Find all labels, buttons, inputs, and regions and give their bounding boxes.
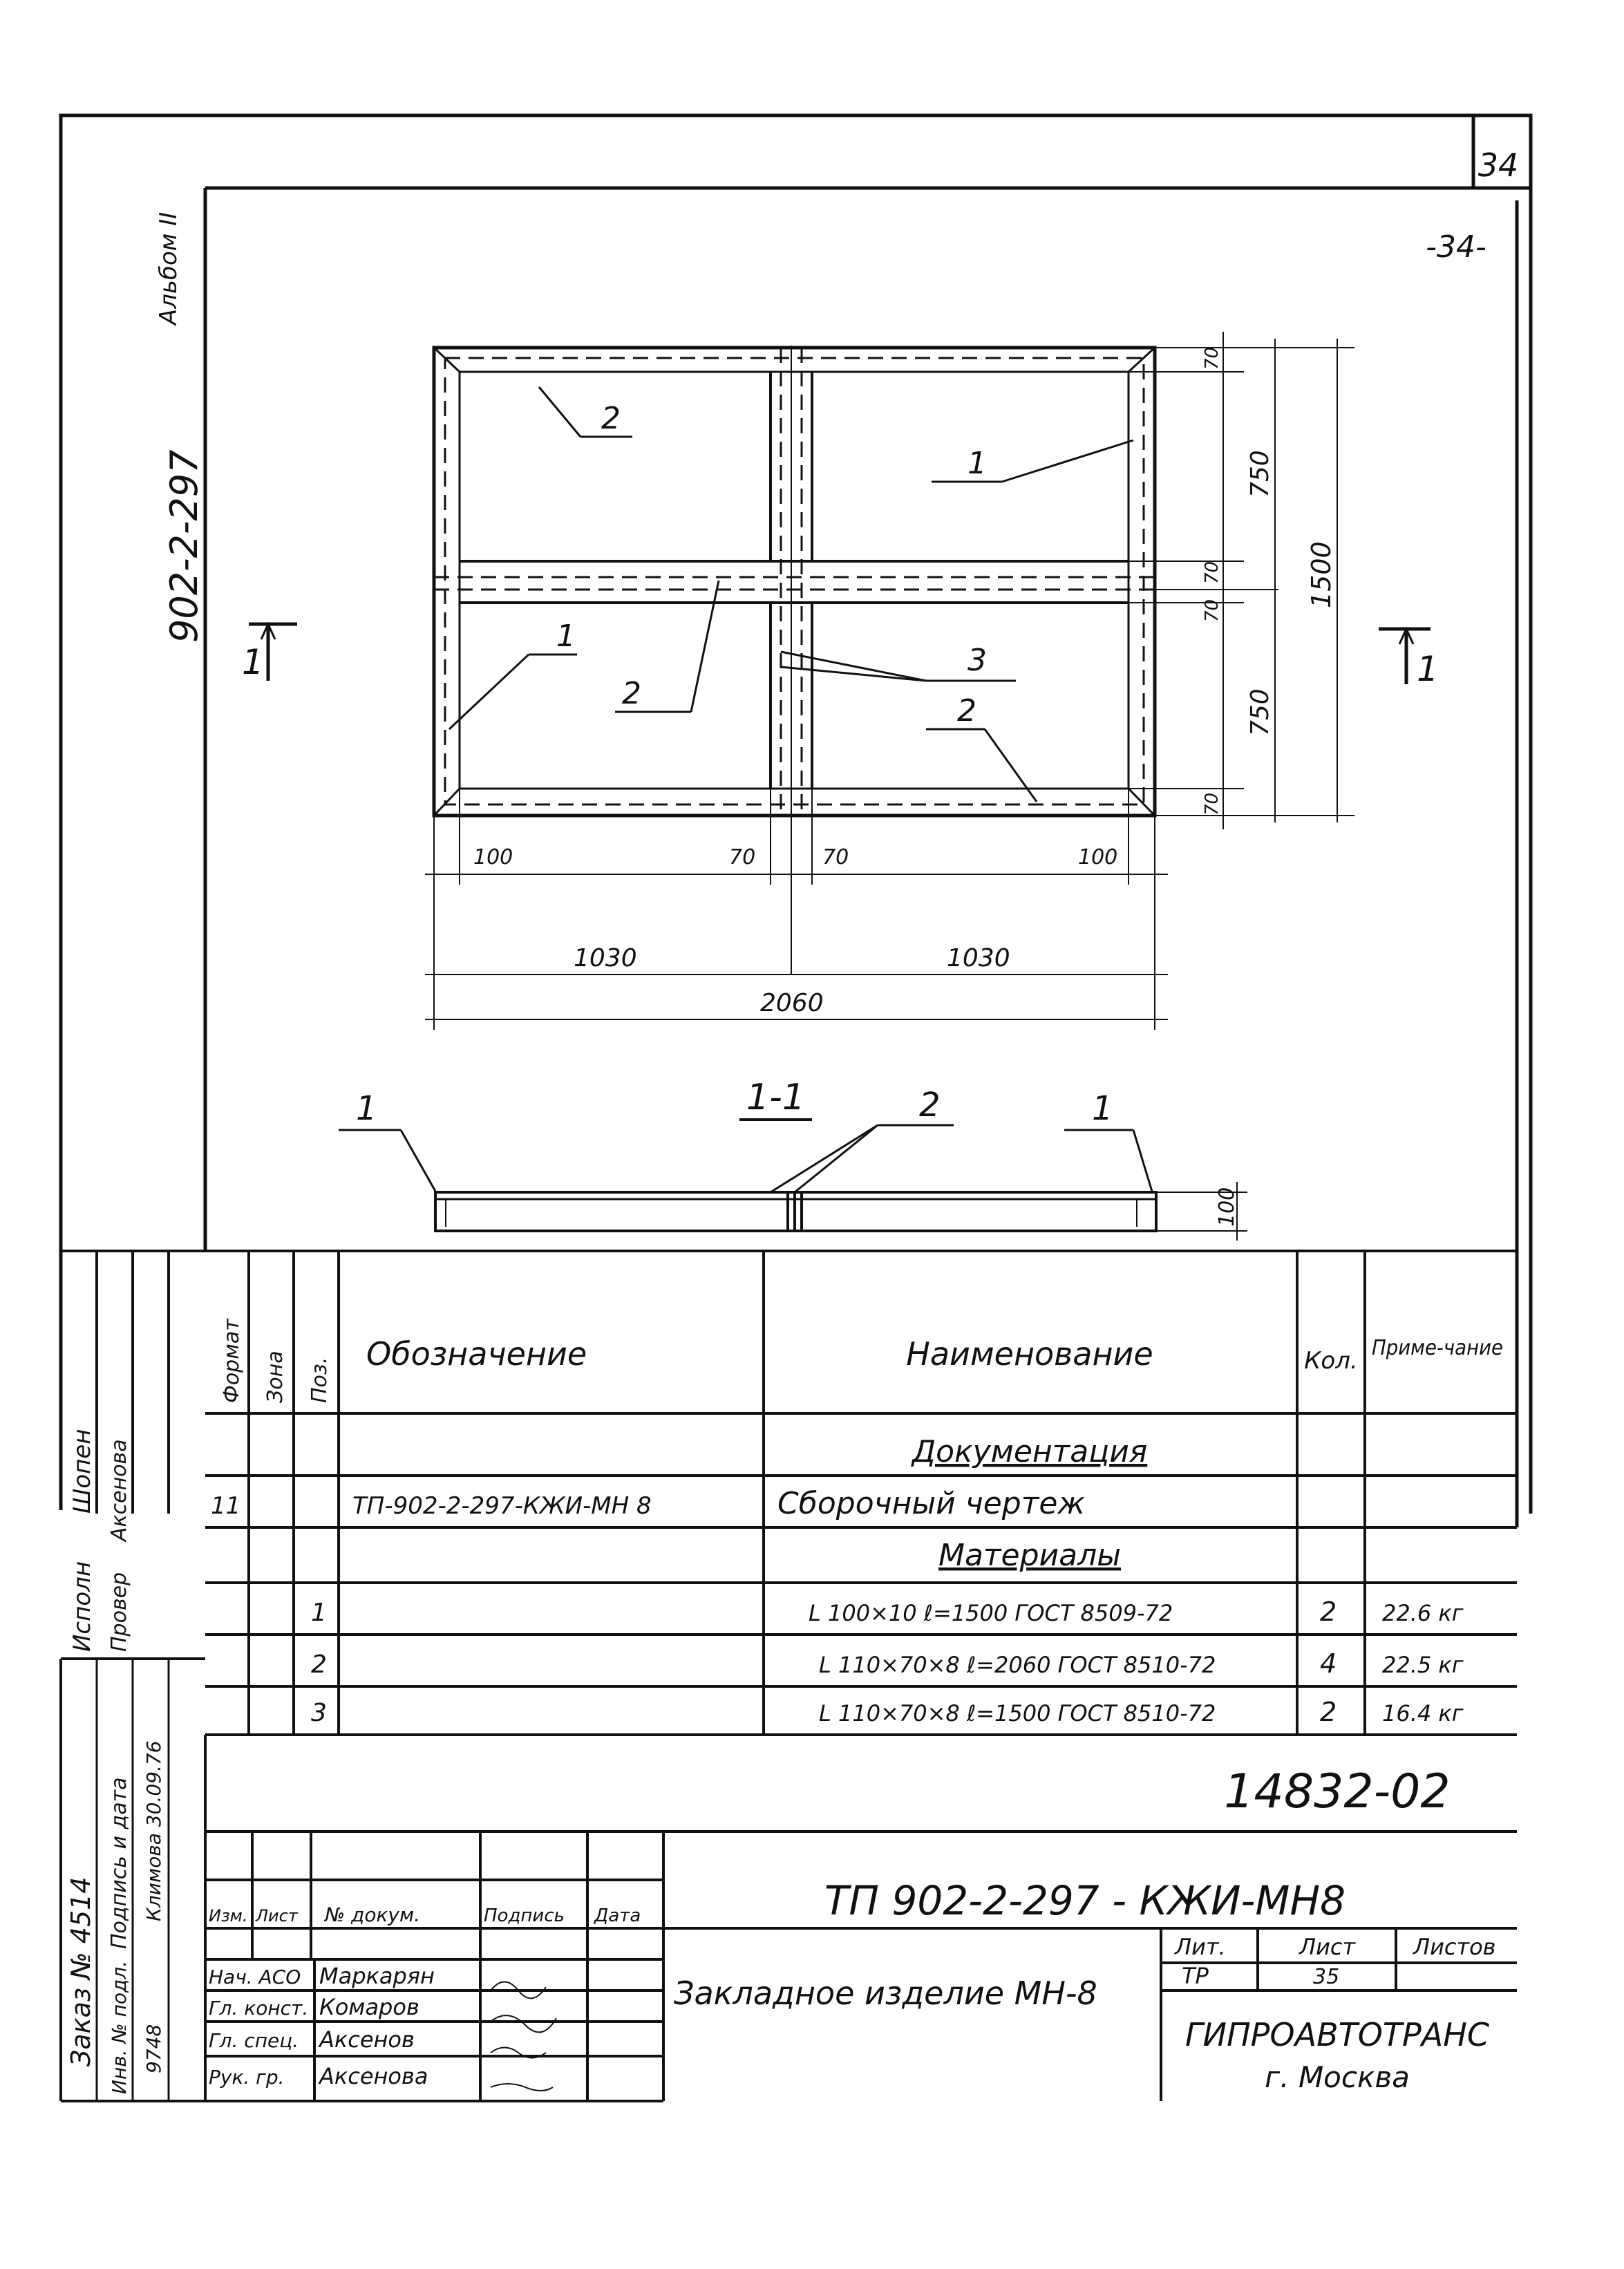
side-sign-label: Подпись и дата (107, 1777, 131, 1949)
staff-name-4: Аксенова (319, 2063, 428, 2089)
spec-header-designation: Обозначение (366, 1335, 587, 1373)
plan-dashed-lines (434, 348, 1155, 816)
side-stamp-name-1: Шопен (68, 1429, 96, 1514)
sheet-value: 35 (1313, 1965, 1340, 1989)
section-mark-left-label: 1 (242, 642, 264, 682)
plan-dim-bottom-2: 70 (729, 845, 756, 869)
spec-row-4-name: L 100×10 ℓ=1500 ГОСТ 8509-72 (809, 1600, 1173, 1626)
side-inv-number: 9748 (142, 2024, 165, 2073)
drawing-number: 14832-02 (1224, 1764, 1451, 1819)
spec-row-2-designation: ТП-902-2-297-КЖИ-МН 8 (352, 1492, 652, 1520)
staff-role-1: Нач. АСО (209, 1966, 301, 1988)
spec-row-4-pos: 1 (311, 1599, 327, 1627)
spec-row-5-name: L 110×70×8 ℓ=2060 ГОСТ 8510-72 (819, 1652, 1216, 1678)
organization-city: г. Москва (1265, 2060, 1410, 2094)
spec-header-format: Формат (220, 1319, 244, 1403)
plan-outer-frame (434, 348, 1155, 816)
plan-callout-6: 2 (957, 693, 976, 728)
staff-role-2: Гл. конст. (209, 1997, 309, 2019)
rev-header-date: Дата (594, 1905, 641, 1926)
side-stamp-role-1: Исполн (68, 1561, 96, 1652)
spec-row-5-pos: 2 (311, 1650, 327, 1679)
spec-row-4-qty: 2 (1320, 1597, 1337, 1627)
plan-dim-right-3: 70 (1202, 561, 1222, 584)
staff-name-1: Маркарян (319, 1963, 435, 1989)
plan-dim-right-6: 70 (1202, 792, 1222, 816)
staff-role-4: Рук. гр. (209, 2066, 285, 2089)
section-callout-3: 1 (1092, 1089, 1113, 1128)
spec-row-2-name: Сборочный чертеж (777, 1486, 1086, 1521)
section-title: 1-1 (746, 1077, 805, 1118)
sheet-frame (61, 115, 1531, 1527)
side-inv-label: Инв. № подл. (108, 1960, 131, 2094)
staff-name-2: Комаров (319, 1994, 419, 2020)
plan-dim-right-4: 70 (1202, 599, 1222, 622)
spec-row-3-name: Материалы (938, 1538, 1121, 1573)
plan-middle-bars (460, 346, 1129, 975)
plan-callout-2: 1 (967, 446, 987, 481)
spec-row-6-name: L 110×70×8 ℓ=1500 ГОСТ 8510-72 (819, 1700, 1216, 1726)
spec-row-6-note: 16.4 кг (1382, 1700, 1464, 1726)
plan-dim-half-2: 1030 (947, 944, 1010, 972)
spec-row-6-qty: 2 (1320, 1697, 1337, 1727)
spec-row-6-pos: 3 (311, 1699, 327, 1727)
plan-dim-right-1: 70 (1202, 346, 1222, 370)
side-stamp-role-2: Провер (107, 1572, 131, 1652)
section-callout-1: 1 (356, 1089, 377, 1128)
spec-header-qty: Кол. (1304, 1347, 1358, 1375)
spec-header-note: Приме-чание (1372, 1336, 1503, 1360)
plan-callout-4: 2 (622, 676, 641, 711)
document-code: ТП 902-2-297 - КЖИ-МН8 (824, 1877, 1346, 1924)
plan-dim-bottom-1: 100 (473, 845, 513, 869)
spec-row-2-format: 11 (211, 1492, 241, 1520)
staff-role-3: Гл. спец. (209, 2029, 299, 2052)
spec-header-pos: Поз. (308, 1357, 332, 1403)
signature-scribbles (491, 1982, 556, 2091)
spec-header-name: Наименование (906, 1335, 1153, 1373)
section-callout-leaders (339, 1125, 1247, 1241)
section-mark-right-label: 1 (1417, 649, 1439, 689)
document-title: Закладное изделие МН-8 (674, 1975, 1097, 2012)
plan-dim-bottom-3: 70 (822, 845, 849, 869)
side-order-label: Заказ № 4514 (66, 1876, 96, 2066)
side-sign-date: Климова 30.09.76 (142, 1740, 165, 1921)
rev-header-docno: № докум. (325, 1903, 421, 1926)
sheet-label: Лист (1299, 1934, 1356, 1960)
sheets-label: Листов (1413, 1934, 1496, 1960)
plan-view (242, 332, 1439, 1030)
spec-row-4-note: 22.6 кг (1382, 1600, 1464, 1626)
side-stamp-name-2: Аксенова (107, 1439, 131, 1541)
rev-header-sign: Подпись (484, 1905, 565, 1926)
corner-page-number: 34 (1477, 147, 1519, 184)
spec-row-1-name: Документация (912, 1434, 1148, 1469)
plan-dim-right-5: 750 (1246, 688, 1274, 736)
rev-header-sheet: Лист (256, 1906, 298, 1926)
rev-header-change: Изм. (209, 1906, 248, 1926)
spec-header-zone: Зона (263, 1350, 287, 1403)
spec-row-5-qty: 4 (1320, 1648, 1337, 1679)
side-code-label: 902-2-297 (162, 449, 206, 643)
plan-callout-5: 3 (967, 643, 987, 678)
plan-dim-total-width: 2060 (760, 989, 824, 1017)
plan-dim-total-height: 1500 (1306, 541, 1337, 608)
page-number: -34- (1426, 229, 1486, 265)
plan-callout-3: 1 (556, 619, 576, 654)
staff-name-3: Аксенов (319, 2026, 415, 2053)
plan-dim-half-1: 1030 (574, 944, 637, 972)
section-height-dim: 100 (1215, 1187, 1239, 1227)
lit-label: Лит. (1175, 1934, 1226, 1960)
side-album-label: Альбом II (155, 211, 182, 325)
section-profile (435, 1192, 1156, 1231)
organization-name: ГИПРОАВТОТРАНС (1185, 2016, 1489, 2053)
plan-callout-1: 2 (601, 401, 621, 436)
section-callout-2: 2 (919, 1086, 941, 1124)
plan-dim-bottom-4: 100 (1078, 845, 1118, 869)
section-view (339, 1077, 1247, 1241)
spec-row-5-note: 22.5 кг (1382, 1652, 1464, 1678)
lit-value: ТР (1182, 1963, 1209, 1989)
plan-dim-right-2: 750 (1246, 450, 1274, 498)
